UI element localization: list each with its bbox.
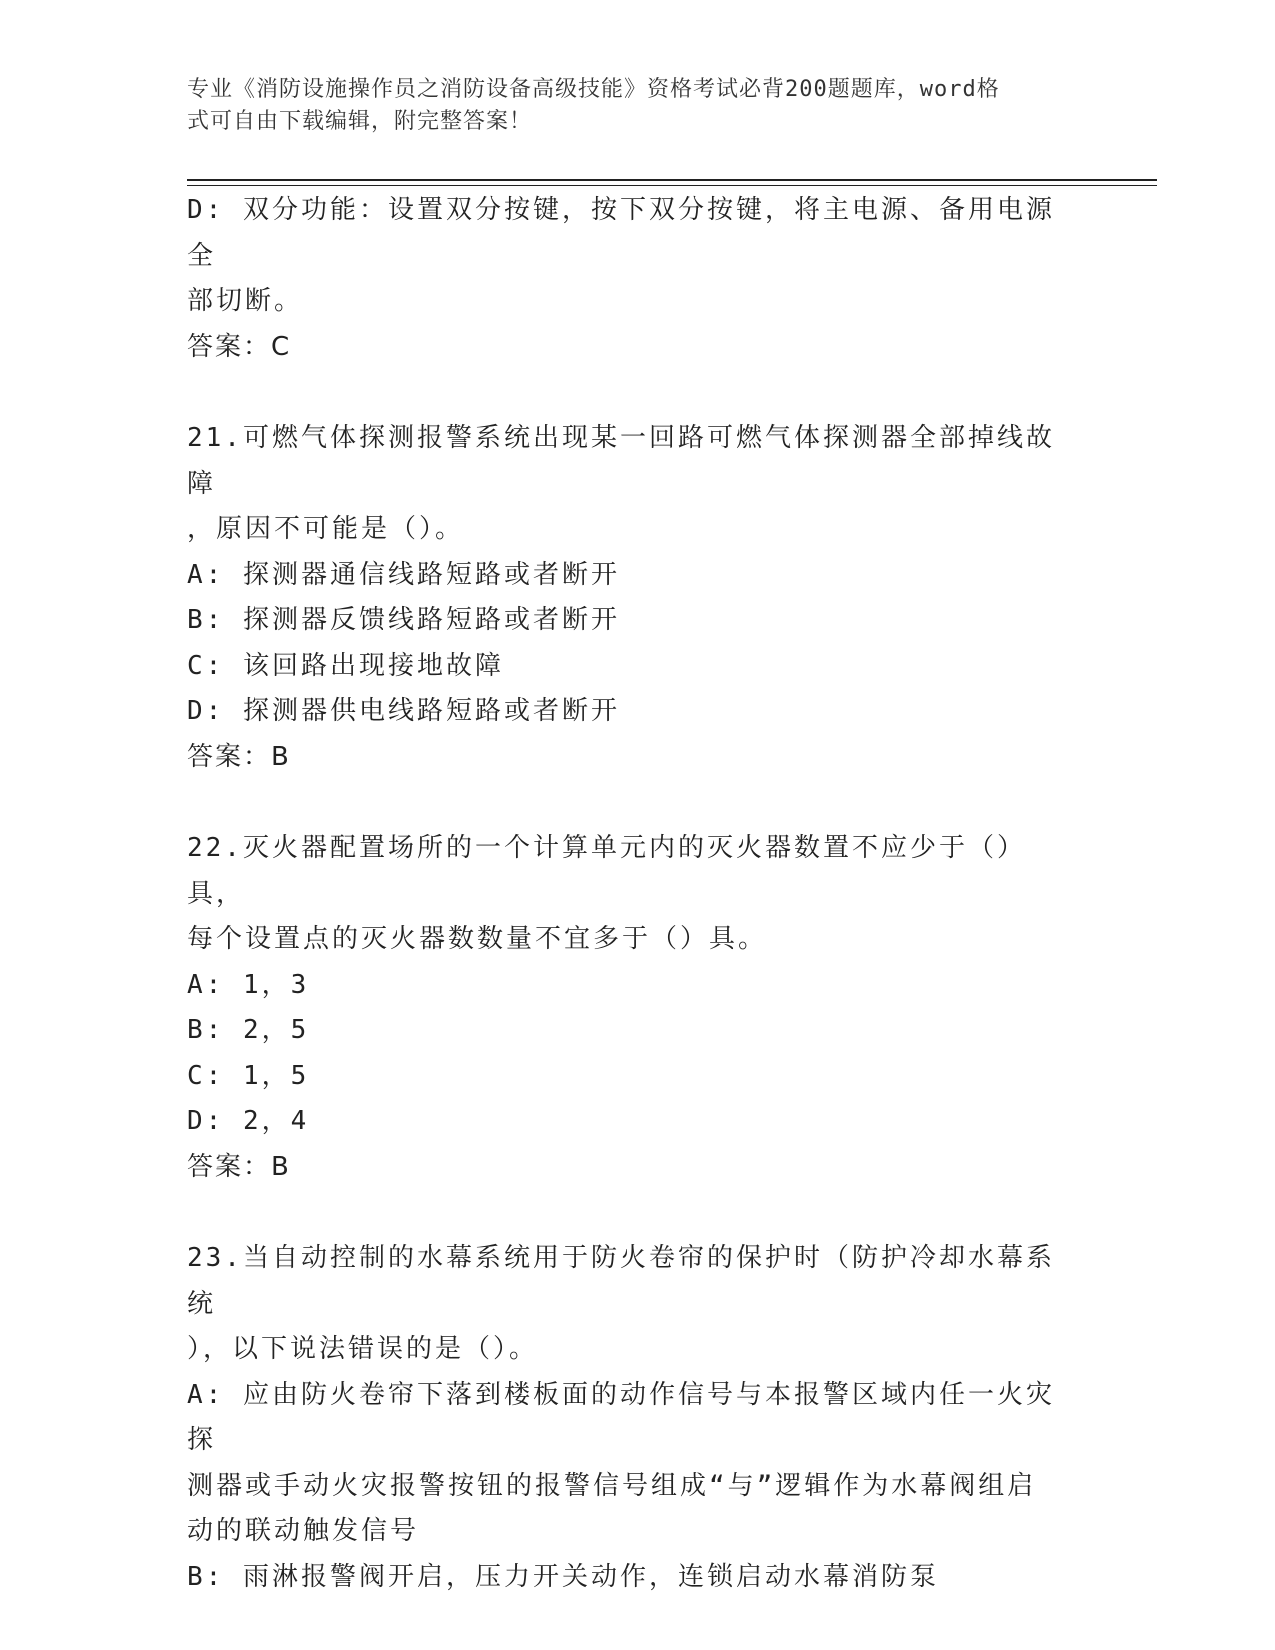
header-title-line-1: 专业《消防设施操作员之消防设备高级技能》资格考试必背200题题库，word格	[187, 77, 1000, 102]
option-b: B: 2，5	[187, 1015, 310, 1045]
header-divider-thin	[187, 185, 1157, 186]
answer: 答案：B	[187, 1151, 291, 1182]
option-d: D: 2，4	[187, 1106, 310, 1136]
option-a-line-3: 动的联动触发信号	[187, 1516, 420, 1546]
option-b: B: 雨淋报警阀开启，压力开关动作，连锁启动水幕消防泵	[187, 1561, 939, 1592]
spacer	[187, 1190, 1077, 1236]
option-c: C: 该回路出现接地故障	[187, 650, 504, 681]
option-d-line-2: 部切断。	[187, 286, 304, 316]
option-c: C: 1，5	[187, 1060, 310, 1091]
question-stem-line-1: 23.当自动控制的水幕系统用于防火卷帘的保护时（防护冷却水幕系统	[187, 1243, 1055, 1319]
question-stem-line-1: 22.灭火器配置场所的一个计算单元内的灭火器数置不应少于（）具，	[187, 833, 1026, 909]
question-stem-line-1: 21.可燃气体探测报警系统出现某一回路可燃气体探测器全部掉线故障	[187, 423, 1055, 499]
option-a-line-2: 测器或手动火灾报警按钮的报警信号组成“与”逻辑作为水幕阀组启	[187, 1470, 1037, 1501]
spacer	[187, 780, 1077, 826]
option-a: A: 探测器通信线路短路或者断开	[187, 559, 620, 590]
option-a-line-1: A: 应由防火卷帘下落到楼板面的动作信号与本报警区域内任一火灾探	[187, 1379, 1055, 1455]
question-22	[187, 826, 1077, 1190]
option-a: A: 1，3	[187, 969, 310, 1000]
question-stem-line-2: ，原因不可能是（）。	[187, 514, 465, 544]
document-body	[187, 188, 1077, 1600]
option-b: B: 探测器反馈线路短路或者断开	[187, 605, 620, 635]
question-stem-line-2: ），以下说法错误的是（）。	[187, 1334, 539, 1364]
answer: 答案：C	[187, 331, 292, 362]
header-divider-thick	[187, 179, 1157, 181]
question-20-continued	[187, 188, 1077, 370]
question-23	[187, 1236, 1077, 1600]
spacer	[187, 370, 1077, 416]
option-d-line-1: D: 双分功能：设置双分按键，按下双分按键，将主电源、备用电源全	[187, 195, 1055, 271]
question-stem-line-2: 每个设置点的灭火器数数量不宜多于（）具。	[187, 924, 768, 954]
option-d: D: 探测器供电线路短路或者断开	[187, 696, 620, 726]
header-title-line-2: 式可自由下载编辑，附完整答案！	[187, 109, 533, 134]
answer: 答案：B	[187, 741, 291, 772]
question-21	[187, 416, 1077, 780]
document-header	[187, 74, 1077, 138]
